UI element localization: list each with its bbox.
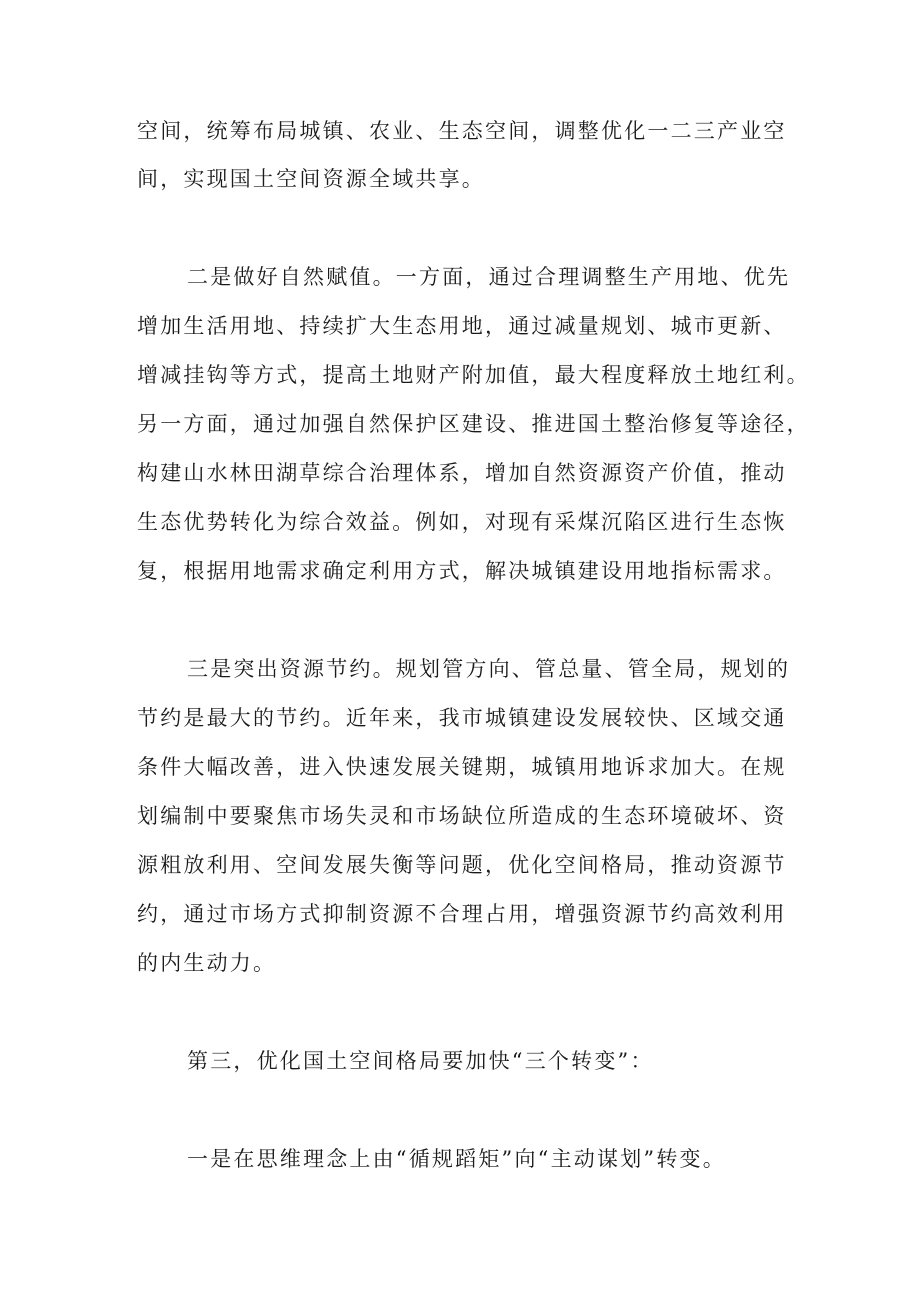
text-line: 增加生活用地、持续扩大生态用地，通过减量规划、城市更新、 bbox=[137, 314, 787, 338]
text-line: 另一方面，通过加强自然保护区建设、推进国土整治修复等途径， bbox=[137, 412, 810, 436]
text-line: 增减挂钩等方式，提高土地财产附加值，最大程度释放土地红利。 bbox=[137, 363, 810, 387]
text-line: 约，通过市场方式抑制资源不合理占用，增强资源节约高效利用 bbox=[137, 902, 787, 926]
text-line: 构建山水林田湖草综合治理体系，增加自然资源资产价值，推动 bbox=[137, 461, 787, 485]
text-line: 节约是最大的节约。近年来，我市城镇建设发展较快、区域交通 bbox=[137, 706, 787, 730]
paragraph-first-line: 一是在思维理念上由“循规蹈矩”向“主动谋划”转变。 bbox=[187, 1147, 726, 1171]
paragraph-first-line: 三是突出资源节约。规划管方向、管总量、管全局，规划的 bbox=[187, 657, 791, 681]
text-line: 生态优势转化为综合效益。例如，对现有采煤沉陷区进行生态恢 bbox=[137, 510, 787, 534]
text-line: 的内生动力。 bbox=[137, 951, 277, 975]
text-line: 复，根据用地需求确定利用方式，解决城镇建设用地指标需求。 bbox=[137, 559, 787, 583]
text-line: 空间，统筹布局城镇、农业、生态空间，调整优化一二三产业空 bbox=[137, 119, 787, 143]
paragraph-first-line: 二是做好自然赋值。一方面，通过合理调整生产用地、优先 bbox=[187, 265, 791, 289]
section-heading: 第三，优化国土空间格局要加快“三个转变”： bbox=[187, 1049, 654, 1073]
text-line: 源粗放利用、空间发展失衡等问题，优化空间格局，推动资源节 bbox=[137, 853, 787, 877]
text-line: 划编制中要聚焦市场失灵和市场缺位所造成的生态环境破坏、资 bbox=[137, 804, 787, 828]
text-line: 间，实现国土空间资源全域共享。 bbox=[137, 167, 485, 191]
text-line: 条件大幅改善，进入快速发展关键期，城镇用地诉求加大。在规 bbox=[137, 755, 787, 779]
